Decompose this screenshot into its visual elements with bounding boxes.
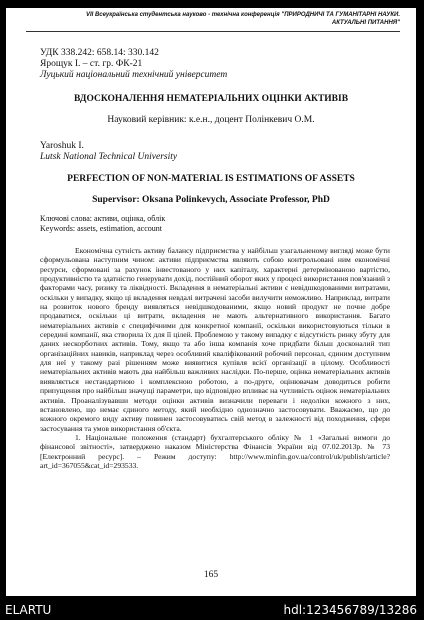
conference-header-line-1: VII Всеукраїнська студентська науково - технічна конференція "ПРИРОДНИЧІ ТА ГУМАНІТАРНІ НАУКИ.	[85, 12, 400, 18]
paper-page	[6, 8, 416, 596]
header-rule	[26, 31, 400, 32]
supervisor-en: Supervisor: Oksana Polinkevych, Associate Professor, PhD	[92, 195, 330, 205]
body-paragraph: Економічна сутність активу балансу підприємства у найбільш узагальненому вигляді може бути сформульована наступним чином: активи підприємства являють собою контрольовані ним економічні ресурси, сформовані за рахунок інвестованого у них капіталу, характерні детермінованою вартістю, продуктивністю та здатністю генерувати дохід, постійний оборот яких у процесі використання пов'язаний з факторами часу, ризику та ліквідності. Вкладення в нематеріальні активи є невідшкодованими витратами, оскільки у випадку, якщо ці вкладення невдалі витрачені засоби вилучити неможливо. Наприклад, витрати на розвиток нового бренду виявляться невідшкодованими, якщо новий продукт не почне добре продаватися, оскільки ці витрати, вкладення не мають альтернативного використання. Багато нематеріальних активів є специфічними для конкретної компанії, оскільки використовуються тільки в середині компанії, яка створила їх для її цілей. Проблемою у такому випадку є відсутність ринку збуту для даних нескорботних активів. Тому, якщо та або інша компанія хоче придбати більш досконалий тип організаційних навиків, наприклад через особливий кваліфікований робочий персонал, єдиним доступним для неї у такому разі рішенням може виявитися купівля всієї організації в цілому. Особливості нематеріальних активів мають два найбільш важливих наслідки. По-перше, оцінка нематеріальних активів виявляється нестандартною і комплексною роботою, а по-друге, оцінювачам доводиться робити припущення про найбільш значущі параметри, що відповідно впливає на чутливість оцінок нематеріальних активів. Проаналізувавши методи оцінки активів визначили переваги і недоліки кожного з них, встановлено, що немає єдиного методу, який необхідно однозначно застосовувати. Вважаємо, що до кожного окремого виду активу повинен застосовуватись свій метод в залежності від походження, сфери застосування та умов використання об'єкта.	[40, 246, 390, 433]
title-ua: ВДОСКОНАЛЕННЯ НЕМАТЕРІАЛЬНИХ ОЦІНКИ АКТИВІВ	[73, 94, 349, 104]
author-ua: Ярощук І. – ст. гр. ФК-21	[40, 59, 143, 69]
supervisor-ua: Науковий керівник: к.е.н., доцент Полінкевич О.М.	[107, 115, 315, 125]
handle-id: hdl:123456789/13286	[283, 603, 417, 617]
page-number: 165	[203, 570, 219, 580]
affiliation-ua: Луцький національний технічний університет	[40, 70, 228, 80]
keywords-ua: Ключові слова: активи, оцінка, облік	[40, 214, 166, 223]
author-en: Yaroshuk I.	[40, 141, 84, 151]
footer-bar	[0, 600, 424, 620]
conference-header	[6, 12, 416, 27]
repository-name: ELARTU	[5, 603, 52, 617]
body-text	[40, 246, 390, 470]
title-en: PERFECTION OF NON-MATERIAL IS ESTIMATIONS OF ASSETS	[67, 174, 355, 184]
udc-code: УДК 338.242: 658.14: 330.142	[40, 48, 159, 58]
reference-item: 1. Національне положення (стандарт) бухгалтерського обліку № 1 «Загальні вимоги до фінансової звітності», затверджено наказом Міністерства Фінансів України від 07.02.2013р. № 73 [Електронний ресурс]. – Режим доступу: http://www.minfin.gov.ua/control/uk/publish/article?art_id=367055&cat_id=293533.	[40, 432, 390, 470]
conference-header-line-2: АКТУАЛЬНІ ПИТАННЯ"	[331, 19, 400, 26]
keywords-en: Keywords: assets, estimation, account	[40, 224, 162, 233]
affiliation-en: Lutsk National Technical University	[40, 152, 178, 162]
